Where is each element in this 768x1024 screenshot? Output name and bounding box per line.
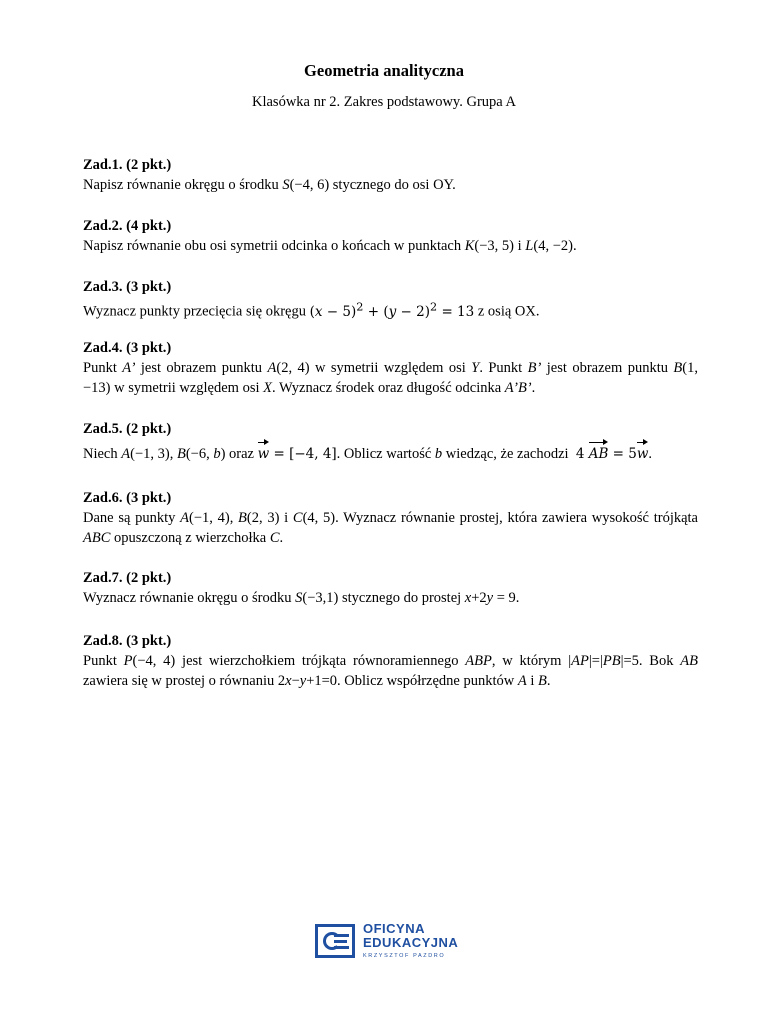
page-subtitle: Klasówka nr 2. Zakres podstawowy. Grupa A: [251, 94, 517, 110]
task-1-heading: Zad.1. (2 pkt.): [83, 157, 172, 173]
publisher-line-2: EDUKACYJNA: [363, 935, 459, 950]
publisher-line-3: KRZYSZTOF PAZDRO: [363, 953, 446, 959]
task-3-text: Wyznacz punkty przecięcia się okręgu $(x - 5)^2 + (y - 2)^2 = 13$ z osią OX.: [83, 300, 540, 320]
publisher-line-1: OFICYNA: [363, 921, 425, 936]
task-8-heading: Zad.8. (3 pkt.): [83, 633, 172, 649]
publisher-name: [363, 922, 458, 959]
task-7-text: Wyznacz równanie okręgu o środku S(−3,1) stycznego do prostej x+2y = 9.: [83, 590, 520, 606]
task-5: [83, 419, 698, 464]
task-4-text: Punkt A’ jest obrazem punktu A(2, 4) w symetrii względem osi Y. Punkt B’ jest obrazem punktu B(1, −13) w symetrii względem osi X. Wyznacz środek oraz długość odcinka A’B’.: [83, 360, 698, 396]
task-2-heading: Zad.2. (4 pkt.): [83, 218, 172, 234]
task-8: [83, 631, 698, 691]
task-6: [83, 488, 698, 548]
task-2-text: Napisz równanie obu osi symetrii odcinka o końcach w punktach K(−3, 5) i L(4, −2).: [83, 238, 577, 254]
task-5-heading: Zad.5. (2 pkt.): [83, 421, 172, 437]
task-1-text: Napisz równanie okręgu o środku S(−4, 6) stycznego do osi OY.: [83, 177, 456, 193]
task-6-heading: Zad.6. (3 pkt.): [83, 490, 172, 506]
task-3: [83, 277, 698, 322]
publisher-logo: [315, 922, 458, 959]
task-2: [83, 216, 698, 256]
task-7: [83, 568, 698, 608]
page-title: Geometria analityczna: [304, 61, 464, 80]
task-8-text: Punkt P(−4, 4) jest wierzchołkiem trójkąta równoramiennego ABP, w którym |AP|=|PB|=5. Bok AB zawiera się w prostej o równaniu 2x−y+1=0. Oblicz współrzędne punktów A i B.: [83, 653, 698, 689]
task-4: [83, 338, 698, 398]
oe-logo-icon: [315, 924, 355, 958]
task-7-heading: Zad.7. (2 pkt.): [83, 570, 172, 586]
task-3-heading: Zad.3. (3 pkt.): [83, 279, 172, 295]
task-1: [83, 155, 698, 195]
task-6-text: Dane są punkty A(−1, 4), B(2, 3) i C(4, 5). Wyznacz równanie prostej, która zawiera wysokość trójkąta ABC opuszczoną z wierzchołka C.: [83, 510, 698, 546]
task-4-heading: Zad.4. (3 pkt.): [83, 340, 172, 356]
task-5-text: Niech A(−1, 3), B(−6, b) oraz w = [−4, 4]. Oblicz wartość b wiedząc, że zachodzi 4 AB = 5w.: [83, 446, 653, 462]
